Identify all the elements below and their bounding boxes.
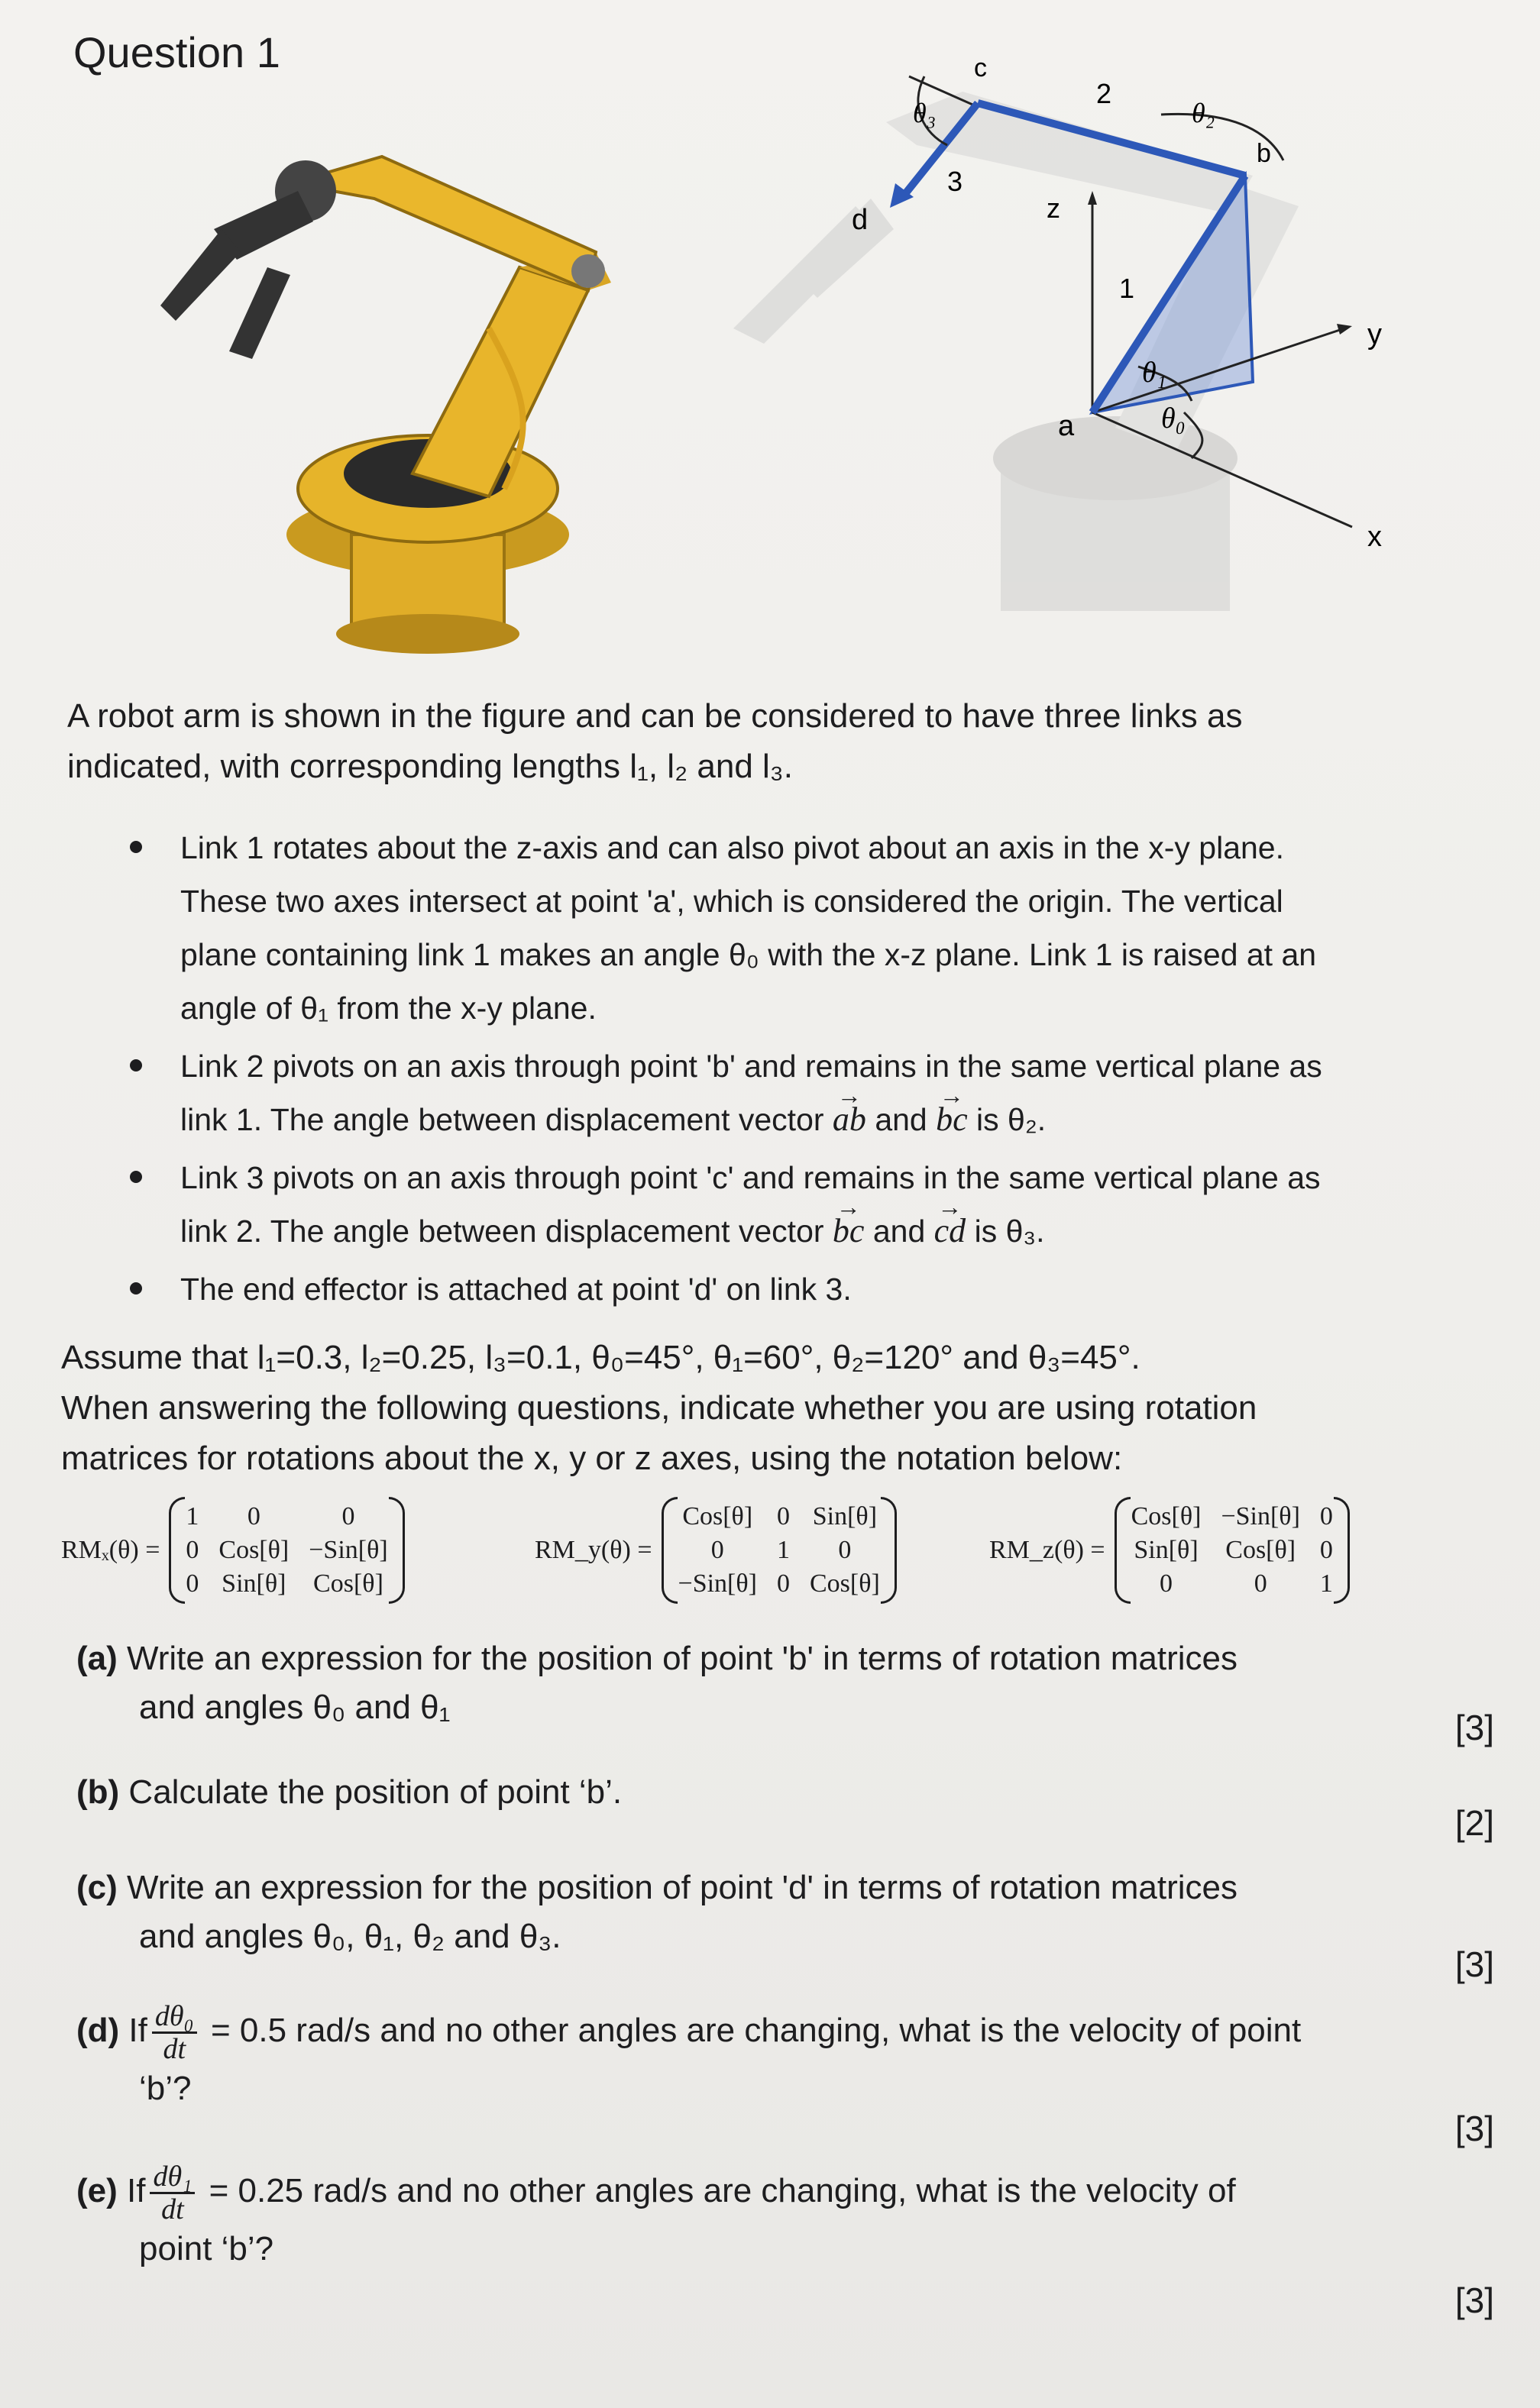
bullet-dot — [130, 1059, 142, 1071]
matrix-cell: 0 — [186, 1536, 199, 1564]
rotation-matrix-z — [989, 1485, 1350, 1615]
label-theta2: θ₂ — [1192, 98, 1215, 128]
bullet-line: plane containing link 1 makes an angle θ₀ with the x-z plane. Link 1 is raised at an — [180, 937, 1317, 972]
bullet-item — [115, 1262, 1413, 1316]
matrix-cell: 0 — [1160, 1569, 1173, 1598]
matrix-cell: 0 — [1319, 1502, 1333, 1530]
derivative-fraction — [150, 2161, 195, 2225]
bullet-line: Link 1 rotates about the z-axis and can also pivot about an axis in the x-y plane. — [180, 830, 1284, 865]
matrix-cell: Cos[θ] — [1225, 1536, 1296, 1564]
question-c-mark: [3] — [1454, 1944, 1494, 1984]
text-span: and — [865, 1102, 937, 1137]
label-z: z — [1047, 192, 1060, 224]
matrix-label: RM_y(θ) = — [535, 1536, 652, 1564]
matrix-cell: Cos[θ] — [682, 1502, 753, 1530]
matrix-grid — [1115, 1497, 1350, 1604]
matrix-cell: Sin[θ] — [812, 1502, 878, 1530]
label-a: a — [1058, 410, 1075, 442]
matrix-cell: −Sin[θ] — [678, 1569, 757, 1598]
bullet-line — [180, 1204, 1413, 1258]
question-line: and angles θ₀, θ₁, θ₂ and θ₃. — [139, 1918, 561, 1955]
assume-line: Assume that l₁=0.3, l₂=0.25, l₃=0.1, θ₀=45°, θ₁=60°, θ₂=120° and θ₃=45°. — [61, 1339, 1140, 1376]
label-link2: 2 — [1096, 78, 1112, 109]
matrix-cell: 1 — [776, 1536, 790, 1564]
label-theta0: θ₀ — [1161, 402, 1186, 435]
matrix-cell: Cos[θ] — [313, 1569, 383, 1598]
matrix-grid — [662, 1497, 897, 1604]
label-theta3: θ₃ — [913, 98, 937, 128]
bullet-line — [180, 1093, 1413, 1146]
matrix-cell: 1 — [1319, 1569, 1333, 1598]
matrix-cell: −Sin[θ] — [1221, 1502, 1300, 1530]
robot-arm-figure — [61, 0, 1512, 687]
rotation-matrices — [61, 1485, 1497, 1615]
yellow-robot-arm-illustration — [160, 157, 611, 654]
question-title: Question 1 — [73, 28, 280, 76]
matrix-label: RM_z(θ) = — [989, 1536, 1105, 1564]
bullet-list — [115, 821, 1413, 1320]
matrix-cell: 0 — [1319, 1536, 1333, 1564]
question-line: and angles θ₀ and θ₁ — [139, 1689, 451, 1726]
question-line — [76, 2000, 1497, 2065]
question-line — [76, 2161, 1497, 2225]
question-text: If — [127, 2172, 146, 2210]
label-x: x — [1367, 521, 1382, 553]
question-label: (e) — [76, 2172, 118, 2210]
matrix-cell: 1 — [186, 1502, 199, 1530]
bullet-dot — [130, 841, 142, 853]
rotation-matrix-y — [535, 1485, 897, 1615]
question-b — [76, 1768, 1497, 1817]
question-label: (b) — [76, 1773, 120, 1811]
assumptions-paragraph — [61, 1333, 1482, 1484]
question-line: point ‘b’? — [139, 2230, 274, 2267]
question-line: ‘b’? — [139, 2070, 192, 2107]
matrix-cell: Sin[θ] — [1134, 1536, 1199, 1564]
question-d-mark: [3] — [1454, 2109, 1494, 2148]
bullet-item — [115, 821, 1413, 1035]
question-a — [76, 1634, 1497, 1732]
question-label: (a) — [76, 1640, 118, 1677]
question-label: (c) — [76, 1869, 118, 1906]
assume-line: matrices for rotations about the x, y or z axes, using the notation below: — [61, 1440, 1123, 1477]
bullet-line: These two axes intersect at point 'a', which is considered the origin. The vertical — [180, 884, 1283, 919]
text-span: and — [864, 1214, 934, 1249]
matrix-cell: 0 — [341, 1502, 355, 1530]
matrix-cell: 0 — [776, 1569, 790, 1598]
matrix-cell: 0 — [186, 1569, 199, 1598]
question-text: = 0.5 rad/s and no other angles are changing, what is the velocity of point — [201, 2012, 1302, 2050]
fraction-denominator: dt — [161, 2193, 184, 2225]
question-line — [76, 1634, 1497, 1683]
vector-bc: → bc — [936, 1093, 968, 1146]
assume-line: When answering the following questions, indicate whether you are using rotation — [61, 1389, 1257, 1427]
matrix-cell: 0 — [1254, 1569, 1267, 1598]
matrix-cell: Sin[θ] — [222, 1569, 286, 1598]
label-y: y — [1367, 318, 1382, 351]
question-text: Write an expression for the position of point 'd' in terms of rotation matrices — [127, 1869, 1238, 1906]
label-theta1: θ₁ — [1142, 357, 1166, 389]
question-d — [76, 2001, 1497, 2113]
matrix-cell: Cos[θ] — [1131, 1502, 1202, 1530]
fraction-denominator: dt — [163, 2033, 186, 2065]
matrix-cell: 0 — [247, 1502, 260, 1530]
question-line — [76, 1863, 1497, 1912]
label-link3: 3 — [947, 166, 963, 197]
vector-ab: → ab — [833, 1093, 866, 1146]
matrix-cell: 0 — [776, 1502, 790, 1530]
question-line — [76, 1768, 1497, 1817]
bullet-dot — [130, 1282, 142, 1295]
label-link1: 1 — [1119, 273, 1135, 304]
question-text: Write an expression for the position of point 'b' in terms of rotation matrices — [127, 1640, 1238, 1677]
text-span: link 1. The angle between displacement vector — [180, 1102, 833, 1137]
fraction-numerator: dθ₁ — [150, 2161, 195, 2194]
question-b-mark: [2] — [1454, 1803, 1494, 1843]
bullet-item — [115, 1151, 1413, 1258]
matrix-grid — [169, 1497, 404, 1604]
bullet-line: Link 3 pivots on an axis through point 'c' and remains in the same vertical plane as — [180, 1160, 1321, 1195]
matrix-label: RMₓ(θ) = — [61, 1536, 160, 1564]
label-c: c — [974, 53, 987, 82]
question-e-mark: [3] — [1454, 2280, 1494, 2320]
question-c — [76, 1863, 1497, 1961]
question-a-mark: [3] — [1454, 1708, 1494, 1747]
bullet-line: Link 2 pivots on an axis through point 'b' and remains in the same vertical plane as — [180, 1049, 1322, 1084]
label-b: b — [1257, 139, 1271, 168]
vector-bc: → bc — [833, 1204, 865, 1258]
bullet-line: The end effector is attached at point 'd' on link 3. — [180, 1272, 852, 1307]
bullet-item — [115, 1039, 1413, 1146]
matrix-cell: Cos[θ] — [809, 1569, 880, 1598]
question-e — [76, 2161, 1497, 2274]
fraction-numerator: dθ₀ — [152, 2001, 197, 2034]
question-text: Calculate the position of point ‘b’. — [128, 1773, 623, 1811]
question-text: = 0.25 rad/s and no other angles are changing, what is the velocity of — [199, 2172, 1236, 2210]
bullet-dot — [130, 1171, 142, 1183]
text-span: link 2. The angle between displacement vector — [180, 1214, 833, 1249]
rotation-matrix-x — [61, 1485, 405, 1615]
matrix-cell: −Sin[θ] — [309, 1536, 388, 1564]
vector-cd: → cd — [934, 1204, 966, 1258]
bullet-line: angle of θ₁ from the x-y plane. — [180, 991, 597, 1026]
matrix-cell: 0 — [838, 1536, 852, 1564]
matrix-cell: 0 — [710, 1536, 724, 1564]
text-span: is θ₃. — [966, 1214, 1045, 1249]
matrix-cell: Cos[θ] — [218, 1536, 290, 1564]
intro-line: indicated, with corresponding lengths l₁, l₂ and l₃. — [67, 748, 793, 785]
intro-paragraph — [67, 691, 1366, 792]
kinematic-diagram — [733, 53, 1382, 611]
question-text: If — [128, 2012, 147, 2050]
question-label: (d) — [76, 2012, 120, 2050]
derivative-fraction — [152, 2001, 197, 2064]
label-d: d — [852, 204, 869, 236]
intro-line: A robot arm is shown in the figure and can be considered to have three links as — [67, 697, 1243, 735]
text-span: is θ₂. — [967, 1102, 1047, 1137]
